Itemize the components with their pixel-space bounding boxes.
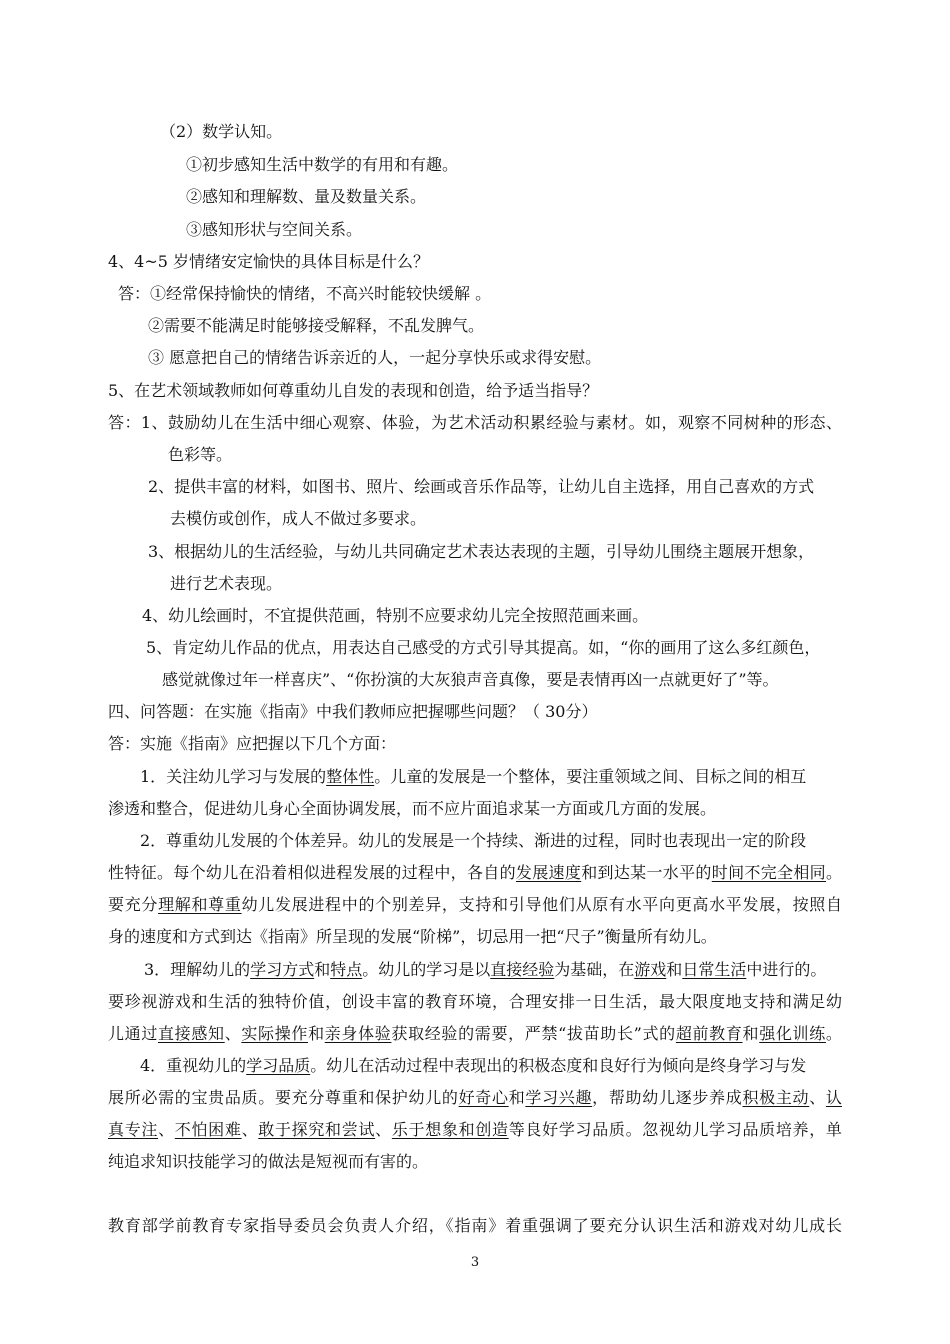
text-line	[140, 767, 806, 787]
text-line	[108, 702, 597, 722]
text-line	[108, 863, 842, 883]
text-segment: 中进行的。	[746, 960, 827, 979]
text-segment: 、	[158, 1120, 175, 1139]
text-segment: 4、4~5 岁情绪安定愉快的具体目标是什么？	[108, 252, 430, 271]
text-segment: 2、提供丰富的材料，如图书、照片、绘画或音乐作品等，让幼儿自主选择，用自己喜欢的方式	[148, 477, 815, 496]
text-line	[108, 992, 842, 1012]
text-segment: 答：1、鼓励幼儿在生活中细心观察、体验，为艺术活动积累经验与素材。如，观察不同树种的形态、	[108, 413, 842, 432]
underlined-term: 学习兴趣	[525, 1088, 593, 1107]
underlined-term: 亲身体验	[324, 1024, 392, 1043]
text-segment: 渗透和整合，促进幼儿身心全面协调发展，而不应片面追求某一方面或几方面的发展。	[108, 799, 717, 818]
text-segment: 展所必需的宝贵品质。要充分尊重和保护幼儿的	[108, 1088, 459, 1107]
text-line	[148, 316, 484, 336]
text-line	[108, 734, 396, 754]
text-line	[144, 960, 826, 980]
text-line	[148, 477, 814, 497]
text-line	[108, 799, 716, 819]
text-line	[186, 155, 458, 175]
text-segment: 进行艺术表现。	[170, 574, 283, 593]
text-segment: 和	[314, 960, 331, 979]
text-line	[108, 1152, 428, 1172]
text-line	[108, 927, 717, 947]
text-segment: 1．关注幼儿学习与发展的	[140, 767, 327, 786]
text-line	[108, 1024, 842, 1044]
text-segment: 和	[666, 960, 683, 979]
text-segment: 。幼儿在活动过程中表现出的积极态度和良好行为倾向是终身学习与发	[310, 1056, 807, 1075]
text-segment: ②感知和理解数、量及数量关系。	[186, 187, 427, 206]
underlined-term: 实际操作	[241, 1024, 309, 1043]
text-segment: 答：实施《指南》应把握以下几个方面：	[108, 734, 397, 753]
text-segment: 、	[809, 1088, 826, 1107]
text-segment: 5、在艺术领域教师如何尊重幼儿自发的表现和创造，给予适当指导？	[108, 381, 599, 400]
text-segment: 儿通过	[108, 1024, 159, 1043]
text-segment: 3、根据幼儿的生活经验，与幼儿共同确定艺术表达表现的主题，引导幼儿围绕主题展开想象，	[148, 542, 815, 561]
text-line	[108, 895, 842, 915]
underlined-term: 认	[825, 1088, 842, 1107]
text-segment: 和	[508, 1088, 526, 1107]
underlined-term: 特点	[330, 960, 363, 979]
text-segment: 4．重视幼儿的	[140, 1056, 247, 1075]
text-segment: 幼儿发展进程中的个别差异，支持和引导他们从原有水平向更高水平发展，按照自	[241, 895, 842, 914]
underlined-term: 直接经验	[490, 960, 555, 979]
page-number: 3	[470, 1255, 480, 1270]
text-segment: 教育部学前教育专家指导委员会负责人介绍，《指南》着重强调了要充分认识生活和游戏对幼儿成长	[108, 1216, 842, 1235]
underlined-term: 强化训练	[759, 1024, 826, 1043]
underlined-term: 时间不完全相同	[711, 863, 826, 882]
text-segment: 、	[224, 1024, 242, 1043]
underlined-term: 敢于探究和尝试	[258, 1120, 376, 1139]
underlined-term: 游戏	[634, 960, 667, 979]
text-segment: ③感知形状与空间关系。	[186, 220, 363, 239]
underlined-term: 理解和尊重	[158, 895, 242, 914]
underlined-term: 积极主动	[742, 1088, 810, 1107]
text-segment: 纯追求知识技能学习的做法是短视而有害的。	[108, 1152, 429, 1171]
text-segment: 。	[825, 863, 842, 882]
text-segment: 感觉就像过年一样喜庆”、“你扮演的大灰狼声音真像，要是表情再凶一点就更好了”等。	[162, 670, 779, 689]
text-segment: 、	[375, 1120, 392, 1139]
text-segment: 去模仿或创作，成人不做过多要求。	[170, 509, 427, 528]
underlined-term: 学习品质	[246, 1056, 311, 1075]
text-line	[168, 445, 232, 465]
text-line	[162, 670, 779, 690]
text-segment: ①初步感知生活中数学的有用和有趣。	[186, 155, 459, 174]
text-segment: ③ 愿意把自己的情绪告诉亲近的人，一起分享快乐或求得安慰。	[148, 348, 602, 367]
text-segment: 、	[241, 1120, 259, 1139]
text-segment: 色彩等。	[168, 445, 233, 464]
text-segment: 获取经验的需要，严禁“拔苗助长”式的	[391, 1024, 676, 1043]
text-line	[108, 1120, 842, 1140]
underlined-term: 真专注	[108, 1120, 159, 1139]
text-segment: 要充分	[108, 895, 159, 914]
text-line	[170, 509, 426, 529]
text-line	[186, 220, 362, 240]
text-segment: ②需要不能满足时能够接受解释，不乱发脾气。	[148, 316, 485, 335]
text-segment: 。幼儿的学习是以	[362, 960, 491, 979]
text-segment: 答：①经常保持愉快的情绪，不高兴时能较快缓解 。	[118, 284, 492, 303]
text-segment: 5、肯定幼儿作品的优点，用表达自己感受的方式引导其提高。如，“你的画用了这么多红颜色，	[146, 638, 821, 657]
text-line	[170, 574, 282, 594]
text-line	[108, 252, 429, 272]
text-line	[108, 381, 598, 401]
underlined-term: 发展速度	[515, 863, 582, 882]
text-line	[140, 1056, 806, 1076]
underlined-term: 直接感知	[158, 1024, 225, 1043]
text-line	[118, 284, 491, 304]
text-segment: 等良好学习品质。忽视幼儿学习品质培养，单	[508, 1120, 842, 1139]
text-line	[108, 1088, 842, 1108]
text-segment: 为基础，在	[554, 960, 635, 979]
text-segment: （2）数学认知。	[160, 122, 283, 141]
underlined-term: 乐于想象和创造	[391, 1120, 509, 1139]
text-segment: 4、幼儿绘画时，不宜提供范画，特别不应要求幼儿完全按照范画来画。	[142, 606, 649, 625]
text-segment: 。	[825, 1024, 842, 1043]
text-line	[140, 831, 806, 851]
text-segment: 和	[742, 1024, 760, 1043]
underlined-term: 日常生活	[682, 960, 747, 979]
text-line	[148, 348, 601, 368]
text-segment: 和	[308, 1024, 325, 1043]
underlined-term: 学习方式	[250, 960, 315, 979]
text-line	[108, 1216, 842, 1236]
text-line	[108, 413, 842, 433]
text-line	[148, 542, 814, 562]
text-segment: 3．理解幼儿的	[144, 960, 251, 979]
text-segment: 要珍视游戏和生活的独特价值，创设丰富的教育环境，合理安排一日生活，最大限度地支持和满足幼	[108, 992, 842, 1011]
underlined-term: 不怕困难	[174, 1120, 242, 1139]
text-segment: 四、问答题：在实施《指南》中我们教师应把握哪些问题？（ 30分）	[108, 702, 598, 721]
text-line	[142, 606, 648, 626]
text-line	[146, 638, 820, 658]
text-segment: 2．尊重幼儿发展的个体差异。幼儿的发展是一个持续、渐进的过程，同时也表现出一定的阶段	[140, 831, 807, 850]
text-line	[186, 187, 426, 207]
underlined-term: 超前教育	[675, 1024, 743, 1043]
text-segment: 身的速度和方式到达《指南》所呈现的发展“阶梯”，切忌用一把“尺子”衡量所有幼儿。	[108, 927, 717, 946]
underlined-term: 好奇心	[458, 1088, 509, 1107]
underlined-term: 整体性	[326, 767, 375, 786]
text-segment: 。儿童的发展是一个整体，要注重领域之间、目标之间的相互	[374, 767, 807, 786]
text-segment: 和到达某一水平的	[581, 863, 712, 882]
text-segment: 性特征。每个幼儿在沿着相似进程发展的过程中，各自的	[108, 863, 516, 882]
text-segment: ，帮助幼儿逐步养成	[592, 1088, 743, 1107]
text-line	[160, 122, 282, 142]
